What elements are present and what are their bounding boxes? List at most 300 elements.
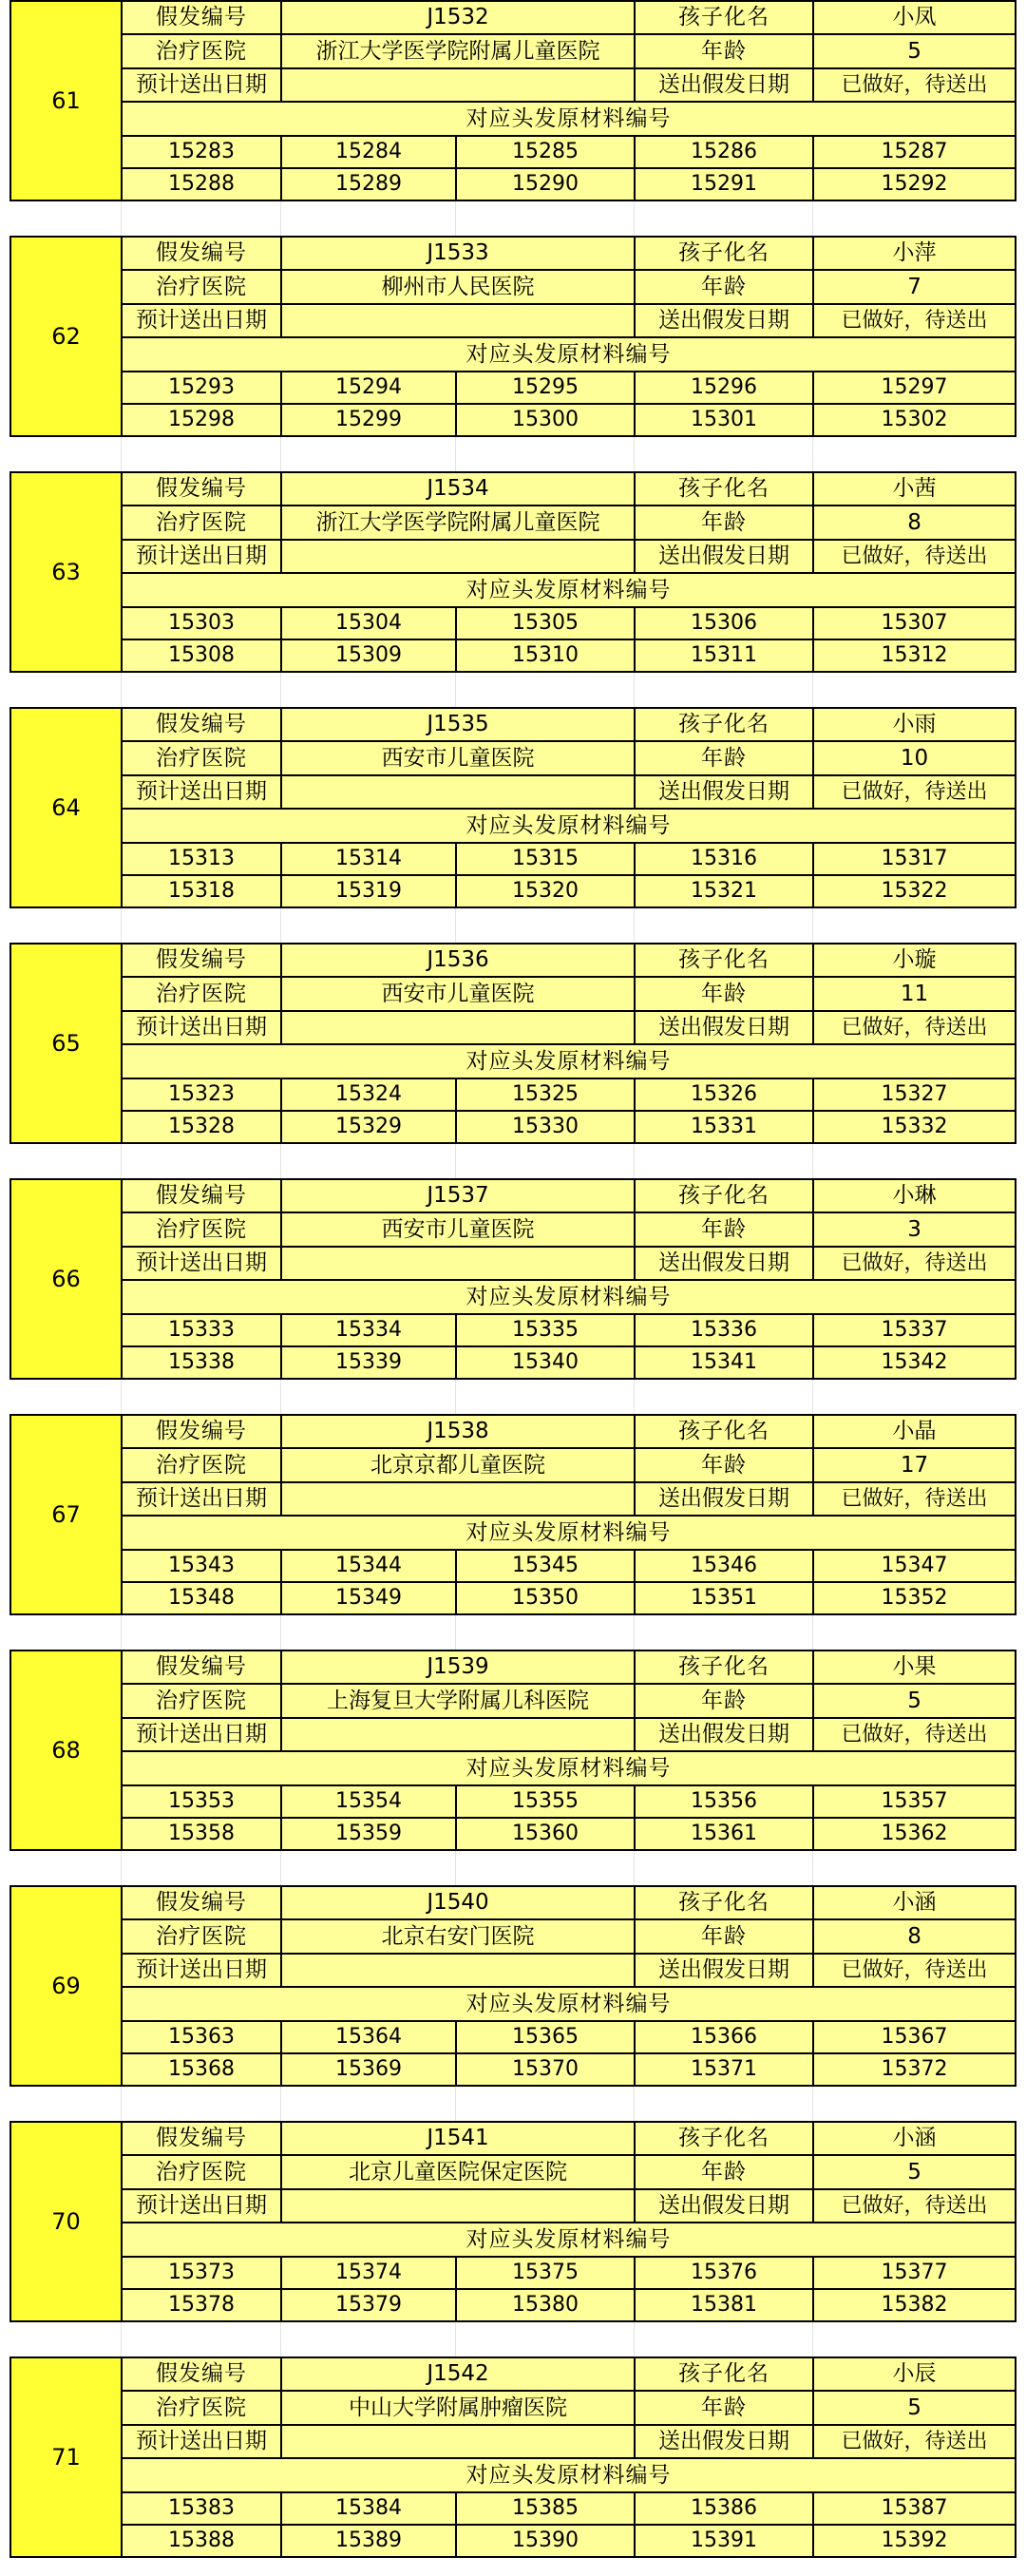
material-id-cell: 15321 [635,875,813,907]
spacer-row [10,201,1015,236]
material-id-cell: 15287 [813,136,1016,168]
material-id-cell: 15309 [281,639,456,672]
wig-id-value: J1542 [281,2357,635,2391]
gridline [455,1380,456,1414]
wig-id-label: 假发编号 [122,1886,281,1919]
gridline [455,673,456,707]
expected-date-label: 预计送出日期 [122,1011,281,1044]
spacer-row [10,673,1015,707]
material-id-cell: 15365 [456,2021,635,2053]
child-alias-label: 孩子化名 [635,1415,813,1448]
child-alias-value: 小凤 [813,1,1016,34]
spacer-row [10,908,1015,943]
material-id-cell: 15343 [122,1550,281,1582]
hospital-label: 治疗医院 [122,34,281,67]
hospital-value: 中山大学附属肿瘤医院 [281,2391,635,2424]
expected-date-value [281,2189,635,2223]
child-alias-label: 孩子化名 [635,2357,813,2391]
status-value: 已做好，待送出 [813,1011,1016,1044]
gridline [812,201,813,236]
child-alias-value: 小雨 [813,708,1016,741]
sent-date-label: 送出假发日期 [635,68,813,102]
age-value: 5 [813,34,1016,67]
record-table [10,943,1016,1144]
sent-date-label: 送出假发日期 [635,1011,813,1044]
materials-header: 对应头发原材料编号 [122,337,1016,371]
materials-header: 对应头发原材料编号 [122,1044,1016,1078]
spacer-row [10,1851,1015,1885]
record-block [10,236,1015,437]
material-id-cell: 15306 [635,607,813,639]
gridline [634,201,635,236]
expected-date-label: 预计送出日期 [122,775,281,809]
gridline [812,673,813,707]
gridline [121,201,122,236]
gridline [121,2322,122,2357]
material-id-cell: 15335 [456,1314,635,1346]
material-id-cell: 15292 [813,168,1016,200]
materials-header: 对应头发原材料编号 [122,809,1016,842]
record-table [10,2357,1016,2558]
age-value: 5 [813,1684,1016,1717]
sent-date-label: 送出假发日期 [635,775,813,809]
expected-date-label: 预计送出日期 [122,2425,281,2458]
wig-id-value: J1532 [281,1,635,34]
record-block [10,2357,1015,2558]
gridline [812,1144,813,1178]
status-value: 已做好，待送出 [813,2425,1016,2458]
child-alias-value: 小晶 [813,1415,1016,1448]
wig-id-value: J1533 [281,237,635,270]
gridline [455,201,456,236]
age-value: 5 [813,2155,1016,2188]
record-table [10,471,1016,673]
material-id-cell: 15382 [813,2289,1016,2321]
material-id-cell: 15290 [456,168,635,200]
record-index: 62 [10,237,122,436]
material-id-cell: 15289 [281,168,456,200]
material-id-cell: 15370 [456,2053,635,2086]
record-table [10,1414,1016,1615]
material-id-cell: 15350 [456,1582,635,1614]
material-id-cell: 15368 [122,2053,281,2086]
gridline [280,908,281,943]
material-id-cell: 15363 [122,2021,281,2053]
child-alias-value: 小萍 [813,237,1016,270]
age-label: 年龄 [635,1684,813,1717]
gridline [634,673,635,707]
hospital-label: 治疗医院 [122,2155,281,2188]
wig-id-value: J1537 [281,1179,635,1212]
wig-id-value: J1541 [281,2122,635,2155]
materials-header: 对应头发原材料编号 [122,1751,1016,1784]
material-id-cell: 15319 [281,875,456,907]
material-id-cell: 15373 [122,2257,281,2289]
materials-header: 对应头发原材料编号 [122,102,1016,135]
age-label: 年龄 [635,1212,813,1246]
age-label: 年龄 [635,1919,813,1953]
material-id-cell: 15337 [813,1314,1016,1346]
gridline [634,2087,635,2121]
hospital-label: 治疗医院 [122,977,281,1010]
status-value: 已做好，待送出 [813,1954,1016,1987]
child-alias-label: 孩子化名 [635,944,813,977]
expected-date-value [281,2425,635,2458]
material-id-cell: 15313 [122,843,281,875]
age-label: 年龄 [635,34,813,67]
material-id-cell: 15302 [813,404,1016,436]
status-value: 已做好，待送出 [813,68,1016,102]
materials-header: 对应头发原材料编号 [122,1516,1016,1549]
record-block [10,1178,1015,1380]
age-value: 8 [813,1919,1016,1953]
record-index: 68 [10,1651,122,1850]
material-id-cell: 15291 [635,168,813,200]
material-id-cell: 15303 [122,607,281,639]
sent-date-label: 送出假发日期 [635,1718,813,1751]
gridline [455,1144,456,1178]
material-id-cell: 15353 [122,1785,281,1818]
material-id-cell: 15369 [281,2053,456,2086]
child-alias-value: 小茜 [813,472,1016,506]
expected-date-label: 预计送出日期 [122,304,281,337]
hospital-label: 治疗医院 [122,270,281,303]
material-id-cell: 15378 [122,2289,281,2321]
material-id-cell: 15380 [456,2289,635,2321]
hospital-value: 西安市儿童医院 [281,1212,635,1246]
record-table [10,0,1016,201]
record-block [10,0,1015,201]
materials-header: 对应头发原材料编号 [122,2458,1016,2491]
gridline [634,1144,635,1178]
material-id-cell: 15346 [635,1550,813,1582]
sent-date-label: 送出假发日期 [635,540,813,573]
expected-date-label: 预计送出日期 [122,1247,281,1280]
hospital-value: 柳州市人民医院 [281,270,635,303]
material-id-cell: 15361 [635,1818,813,1850]
material-id-cell: 15379 [281,2289,456,2321]
material-id-cell: 15283 [122,136,281,168]
record-index: 69 [10,1886,122,2086]
child-alias-label: 孩子化名 [635,708,813,741]
child-alias-value: 小涵 [813,1886,1016,1919]
gridline [634,1851,635,1885]
material-id-cell: 15330 [456,1111,635,1143]
material-id-cell: 15371 [635,2053,813,2086]
material-id-cell: 15318 [122,875,281,907]
hospital-label: 治疗医院 [122,1684,281,1717]
status-value: 已做好，待送出 [813,1482,1016,1516]
material-id-cell: 15372 [813,2053,1016,2086]
child-alias-label: 孩子化名 [635,1,813,34]
material-id-cell: 15285 [456,136,635,168]
record-block [10,1414,1015,1615]
material-id-cell: 15387 [813,2492,1016,2525]
record-index: 71 [10,2357,122,2557]
expected-date-label: 预计送出日期 [122,1482,281,1516]
spacer-row [10,2087,1015,2121]
material-id-cell: 15294 [281,372,456,404]
sent-date-label: 送出假发日期 [635,1247,813,1280]
materials-header: 对应头发原材料编号 [122,1987,1016,2020]
gridline [812,908,813,943]
material-id-cell: 15339 [281,1346,456,1379]
age-label: 年龄 [635,270,813,303]
age-label: 年龄 [635,977,813,1010]
material-id-cell: 15364 [281,2021,456,2053]
material-id-cell: 15344 [281,1550,456,1582]
wig-id-value: J1534 [281,472,635,506]
gridline [280,201,281,236]
record-table [10,1885,1016,2087]
material-id-cell: 15358 [122,1818,281,1850]
record-index: 61 [10,1,122,200]
gridline [812,2322,813,2357]
material-id-cell: 15327 [813,1078,1016,1111]
record-index: 66 [10,1179,122,1379]
record-index: 65 [10,944,122,1143]
gridline [455,2322,456,2357]
gridline [121,2087,122,2121]
material-id-cell: 15374 [281,2257,456,2289]
gridline [634,1380,635,1414]
gridline [455,908,456,943]
record-table [10,1650,1016,1851]
child-alias-label: 孩子化名 [635,2122,813,2155]
material-id-cell: 15312 [813,639,1016,672]
record-index: 63 [10,472,122,672]
material-id-cell: 15305 [456,607,635,639]
expected-date-value [281,68,635,102]
status-value: 已做好，待送出 [813,1247,1016,1280]
material-id-cell: 15310 [456,639,635,672]
material-id-cell: 15316 [635,843,813,875]
material-id-cell: 15389 [281,2525,456,2557]
record-table [10,1178,1016,1380]
gridline [280,1144,281,1178]
material-id-cell: 15293 [122,372,281,404]
spacer-row [10,1380,1015,1414]
gridline [455,2087,456,2121]
wig-id-value: J1540 [281,1886,635,1919]
hospital-value: 北京京都儿童医院 [281,1448,635,1481]
material-id-cell: 15297 [813,372,1016,404]
material-id-cell: 15325 [456,1078,635,1111]
expected-date-label: 预计送出日期 [122,1718,281,1751]
material-id-cell: 15336 [635,1314,813,1346]
wig-id-label: 假发编号 [122,1179,281,1212]
sent-date-label: 送出假发日期 [635,1954,813,1987]
material-id-cell: 15332 [813,1111,1016,1143]
expected-date-label: 预计送出日期 [122,68,281,102]
hospital-label: 治疗医院 [122,1919,281,1953]
child-alias-label: 孩子化名 [635,1179,813,1212]
age-label: 年龄 [635,2391,813,2424]
material-id-cell: 15341 [635,1346,813,1379]
wig-id-label: 假发编号 [122,2357,281,2391]
material-id-cell: 15317 [813,843,1016,875]
material-id-cell: 15331 [635,1111,813,1143]
material-id-cell: 15304 [281,607,456,639]
spacer-row [10,437,1015,471]
gridline [280,1851,281,1885]
gridline [280,673,281,707]
age-value: 11 [813,977,1016,1010]
age-value: 3 [813,1212,1016,1246]
gridline [121,437,122,471]
record-index: 70 [10,2122,122,2321]
gridline [280,1380,281,1414]
record-block [10,943,1015,1144]
hospital-value: 上海复旦大学附属儿科医院 [281,1684,635,1717]
record-block [10,2121,1015,2322]
expected-date-value [281,1718,635,1751]
sent-date-label: 送出假发日期 [635,2425,813,2458]
record-table [10,2121,1016,2322]
wig-id-label: 假发编号 [122,944,281,977]
material-id-cell: 15320 [456,875,635,907]
record-index: 67 [10,1415,122,1614]
wig-id-label: 假发编号 [122,1651,281,1684]
hospital-label: 治疗医院 [122,741,281,774]
gridline [634,2322,635,2357]
age-value: 7 [813,270,1016,303]
hospital-value: 西安市儿童医院 [281,741,635,774]
material-id-cell: 15352 [813,1582,1016,1614]
material-id-cell: 15377 [813,2257,1016,2289]
child-alias-label: 孩子化名 [635,1886,813,1919]
status-value: 已做好，待送出 [813,304,1016,337]
record-table [10,707,1016,908]
expected-date-value [281,1011,635,1044]
material-id-cell: 15324 [281,1078,456,1111]
material-id-cell: 15351 [635,1582,813,1614]
wig-id-label: 假发编号 [122,708,281,741]
hospital-value: 北京儿童医院保定医院 [281,2155,635,2188]
material-id-cell: 15388 [122,2525,281,2557]
age-label: 年龄 [635,506,813,539]
gridline [455,1851,456,1885]
hospital-label: 治疗医院 [122,1448,281,1481]
sent-date-label: 送出假发日期 [635,304,813,337]
material-id-cell: 15298 [122,404,281,436]
hospital-value: 西安市儿童医院 [281,977,635,1010]
material-id-cell: 15359 [281,1818,456,1850]
material-id-cell: 15334 [281,1314,456,1346]
gridline [812,2087,813,2121]
material-id-cell: 15322 [813,875,1016,907]
age-value: 5 [813,2391,1016,2424]
material-id-cell: 15357 [813,1785,1016,1818]
material-id-cell: 15286 [635,136,813,168]
child-alias-value: 小涵 [813,2122,1016,2155]
status-value: 已做好，待送出 [813,1718,1016,1751]
age-label: 年龄 [635,1448,813,1481]
material-id-cell: 15367 [813,2021,1016,2053]
material-id-cell: 15314 [281,843,456,875]
wig-id-value: J1539 [281,1651,635,1684]
record-index: 64 [10,708,122,907]
gridline [121,1380,122,1414]
expected-date-value [281,540,635,573]
age-label: 年龄 [635,741,813,774]
child-alias-label: 孩子化名 [635,237,813,270]
material-id-cell: 15300 [456,404,635,436]
material-id-cell: 15299 [281,404,456,436]
expected-date-value [281,1954,635,1987]
gridline [121,908,122,943]
age-label: 年龄 [635,2155,813,2188]
gridline [812,1380,813,1414]
gridline [280,2087,281,2121]
status-value: 已做好，待送出 [813,540,1016,573]
material-id-cell: 15381 [635,2289,813,2321]
material-id-cell: 15383 [122,2492,281,2525]
record-table [10,236,1016,437]
expected-date-value [281,1482,635,1516]
material-id-cell: 15375 [456,2257,635,2289]
material-id-cell: 15329 [281,1111,456,1143]
gridline [280,2322,281,2357]
wig-id-label: 假发编号 [122,2122,281,2155]
spacer-row [10,1615,1015,1650]
child-alias-value: 小辰 [813,2357,1016,2391]
material-id-cell: 15362 [813,1818,1016,1850]
sent-date-label: 送出假发日期 [635,2189,813,2223]
material-id-cell: 15307 [813,607,1016,639]
material-id-cell: 15366 [635,2021,813,2053]
gridline [634,1615,635,1650]
expected-date-label: 预计送出日期 [122,540,281,573]
child-alias-value: 小果 [813,1651,1016,1684]
material-id-cell: 15301 [635,404,813,436]
expected-date-value [281,304,635,337]
wig-id-value: J1535 [281,708,635,741]
material-id-cell: 15311 [635,639,813,672]
material-id-cell: 15323 [122,1078,281,1111]
record-block [10,1885,1015,2087]
material-id-cell: 15356 [635,1785,813,1818]
material-id-cell: 15355 [456,1785,635,1818]
wig-id-label: 假发编号 [122,237,281,270]
record-block [10,707,1015,908]
age-value: 8 [813,506,1016,539]
material-id-cell: 15326 [635,1078,813,1111]
material-id-cell: 15360 [456,1818,635,1850]
expected-date-value [281,1247,635,1280]
gridline [280,437,281,471]
material-id-cell: 15376 [635,2257,813,2289]
wig-id-label: 假发编号 [122,1,281,34]
expected-date-label: 预计送出日期 [122,1954,281,1987]
age-value: 17 [813,1448,1016,1481]
material-id-cell: 15345 [456,1550,635,1582]
child-alias-value: 小琳 [813,1179,1016,1212]
gridline [634,908,635,943]
status-value: 已做好，待送出 [813,775,1016,809]
spacer-row [10,1144,1015,1178]
hospital-label: 治疗医院 [122,2391,281,2424]
gridline [121,1615,122,1650]
expected-date-value [281,775,635,809]
wig-id-value: J1536 [281,944,635,977]
wig-id-label: 假发编号 [122,472,281,506]
material-id-cell: 15354 [281,1785,456,1818]
material-id-cell: 15333 [122,1314,281,1346]
gridline [121,673,122,707]
gridline [812,1615,813,1650]
material-id-cell: 15296 [635,372,813,404]
